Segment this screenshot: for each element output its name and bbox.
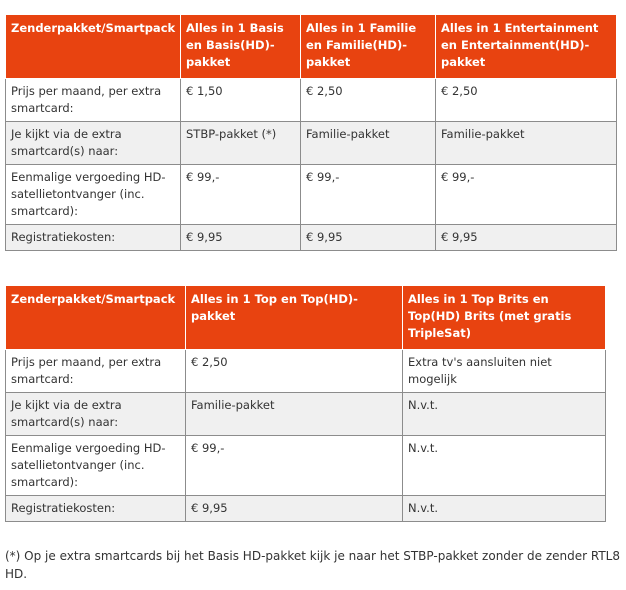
row-label: Eenmalige vergoeding HD-satellietontvanger (inc. smartcard): bbox=[6, 436, 186, 496]
header-cell: Zenderpakket/Smartpack bbox=[6, 15, 181, 79]
table-row bbox=[6, 496, 606, 522]
table-cell: € 9,95 bbox=[436, 225, 617, 251]
table-row bbox=[6, 225, 617, 251]
row-label: Eenmalige vergoeding HD-satellietontvanger (inc. smartcard): bbox=[6, 165, 181, 225]
row-label: Je kijkt via de extra smartcard(s) naar: bbox=[6, 393, 186, 436]
row-label: Prijs per maand, per extra smartcard: bbox=[6, 79, 181, 122]
table-cell: € 9,95 bbox=[301, 225, 436, 251]
table-row bbox=[6, 165, 617, 225]
table-cell: Familie-pakket bbox=[436, 122, 617, 165]
header-cell: Alles in 1 Entertainment en Entertainment(HD)-pakket bbox=[436, 15, 617, 79]
table-row bbox=[6, 393, 606, 436]
row-label: Je kijkt via de extra smartcard(s) naar: bbox=[6, 122, 181, 165]
table-cell: N.v.t. bbox=[403, 436, 606, 496]
table-cell: STBP-pakket (*) bbox=[181, 122, 301, 165]
table-cell: € 99,- bbox=[436, 165, 617, 225]
table-cell: € 2,50 bbox=[436, 79, 617, 122]
table-cell: € 1,50 bbox=[181, 79, 301, 122]
footnote: (*) Op je extra smartcards bij het Basis HD-pakket kijk je naar het STBP-pakket zonder de zender RTL8 HD. bbox=[5, 549, 621, 581]
table-row bbox=[6, 79, 617, 122]
table-cell: € 99,- bbox=[301, 165, 436, 225]
table-cell: Extra tv's aansluiten niet mogelijk bbox=[403, 350, 606, 393]
table-header-row bbox=[6, 15, 617, 79]
table-cell: € 99,- bbox=[186, 436, 403, 496]
table-row bbox=[6, 350, 606, 393]
smartcard-table-1 bbox=[5, 14, 617, 251]
row-label: Registratiekosten: bbox=[6, 496, 186, 522]
header-cell: Zenderpakket/Smartpack bbox=[6, 286, 186, 350]
smartcard-table-2 bbox=[5, 285, 606, 522]
table-cell: € 99,- bbox=[181, 165, 301, 225]
row-label: Prijs per maand, per extra smartcard: bbox=[6, 350, 186, 393]
table-row bbox=[6, 122, 617, 165]
table-row bbox=[6, 436, 606, 496]
table-cell: € 9,95 bbox=[181, 225, 301, 251]
header-cell: Alles in 1 Top en Top(HD)-pakket bbox=[186, 286, 403, 350]
table-cell: N.v.t. bbox=[403, 393, 606, 436]
header-cell: Alles in 1 Top Brits en Top(HD) Brits (met gratis TripleSat) bbox=[403, 286, 606, 350]
table-cell: € 2,50 bbox=[301, 79, 436, 122]
row-label: Registratiekosten: bbox=[6, 225, 181, 251]
table-cell: Familie-pakket bbox=[301, 122, 436, 165]
table-cell: € 9,95 bbox=[186, 496, 403, 522]
table-header-row bbox=[6, 286, 606, 350]
table-cell: € 2,50 bbox=[186, 350, 403, 393]
table-cell: N.v.t. bbox=[403, 496, 606, 522]
header-cell: Alles in 1 Basis en Basis(HD)-pakket bbox=[181, 15, 301, 79]
header-cell: Alles in 1 Familie en Familie(HD)-pakket bbox=[301, 15, 436, 79]
table-cell: Familie-pakket bbox=[186, 393, 403, 436]
